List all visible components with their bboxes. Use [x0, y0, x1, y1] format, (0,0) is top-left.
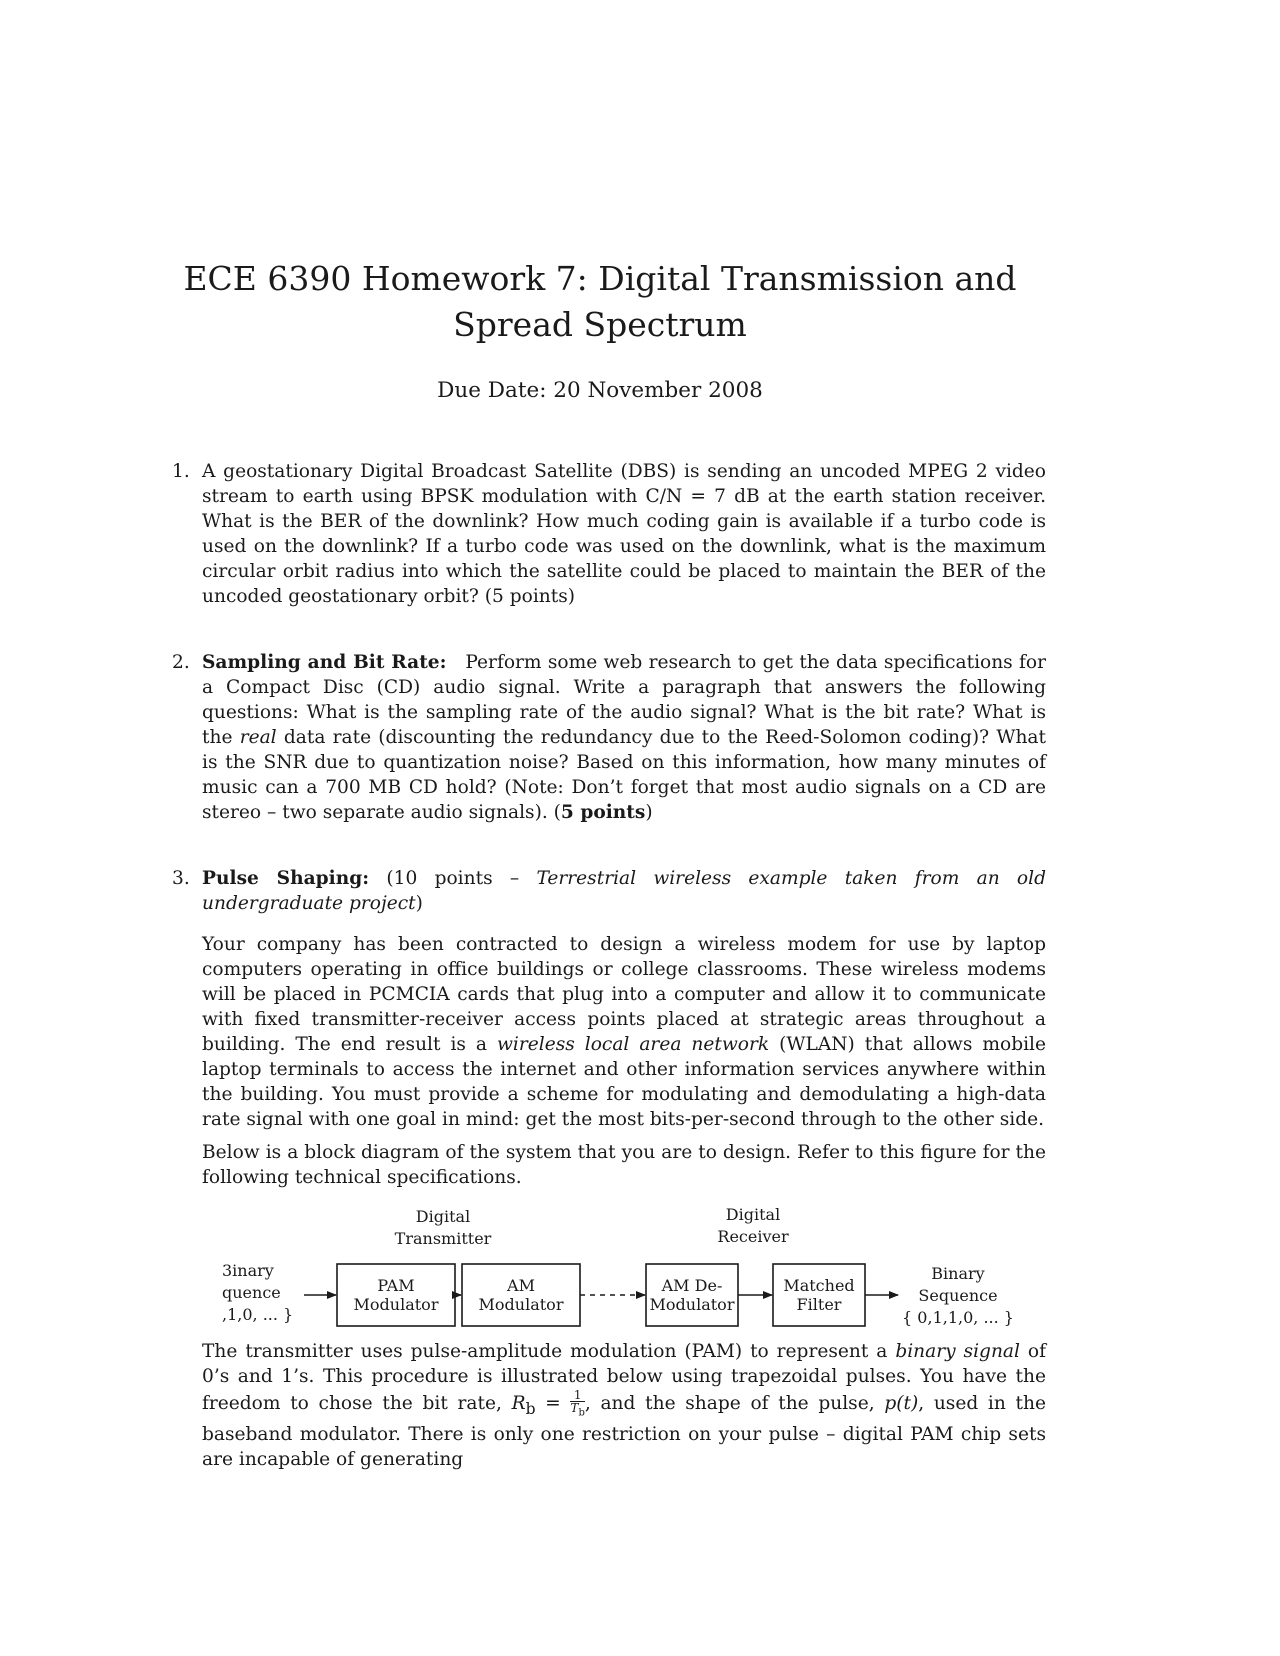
- fraction: [570, 1389, 584, 1419]
- text-segment: data rate (discounting the redundancy due to the Reed-Solomon coding)? What is the SNR due to quantization noise? Based on this information, how many minutes of music can a 700 MB CD hold? (Note: Don’t forget that most audio signals on a CD are stereo – two separate audio signals). (: [202, 727, 1046, 823]
- block-label: PAM: [377, 1276, 415, 1295]
- question-number: 1.: [172, 461, 190, 482]
- text-segment: (WLAN) that allows mobile laptop terminals to access the internet and other information services anywhere within the building. You must provide a scheme for modulating and demodulating a high-data rate signal with one goal in mind: get the most bits-per-second through to the other side.: [202, 1034, 1046, 1130]
- page-title: ECE 6390 Homework 7: Digital Transmission and Spread Spectrum: [183, 259, 1017, 344]
- due-date: Due Date: 20 November 2008: [437, 378, 763, 403]
- tx-group-label: Digital: [415, 1207, 471, 1226]
- text-segment: , used in the baseband modulator. There is only one restriction on your pulse – digital PAM chip sets are incapable of generating: [202, 1393, 1046, 1470]
- rx-group-label: Receiver: [717, 1227, 789, 1246]
- paragraph: Below is a block diagram of the system that you are to design. Refer to this figure for the following technical specifications.: [202, 1142, 1046, 1188]
- block-label: Matched: [783, 1276, 855, 1295]
- emphasis: binary signal: [895, 1341, 1020, 1362]
- text-segment: , and the shape of the pulse,: [584, 1393, 885, 1415]
- fraction-numerator: 1: [570, 1389, 584, 1402]
- output-label: Sequence: [918, 1286, 998, 1305]
- fraction-denominator: $T_b$: [570, 1401, 585, 1419]
- text-segment: of 0’s and 1’s. This procedure is illustrated below using trapezoidal pulses. You have the freedom to chose the bit rate,: [202, 1341, 1046, 1415]
- tx-group-label: Transmitter: [394, 1229, 492, 1248]
- question-number: 3.: [172, 868, 190, 889]
- text-segment: (10 points –: [386, 868, 537, 889]
- rx-group-label: Digital: [725, 1205, 781, 1224]
- block-label: AM De-: [661, 1276, 723, 1295]
- math-symbol: R: [511, 1393, 526, 1415]
- block-label: Modulator: [478, 1295, 564, 1314]
- emphasis: wireless local area network: [497, 1034, 770, 1055]
- text-segment: ): [415, 893, 423, 914]
- output-label: { 0,1,1,0, ... }: [902, 1308, 1014, 1327]
- block-label: Filter: [796, 1295, 842, 1314]
- math-subscript: b: [525, 1399, 536, 1418]
- input-label: ,1,0, ... }: [222, 1305, 294, 1324]
- text-segment: ): [645, 802, 653, 823]
- question-number: 2.: [172, 652, 190, 673]
- output-label: Binary: [931, 1264, 985, 1283]
- math-symbol: p(t): [884, 1393, 919, 1415]
- math-operator: =: [535, 1393, 571, 1415]
- block-label: Modulator: [649, 1295, 735, 1314]
- points-label: 5 points: [560, 802, 646, 823]
- block-label: Modulator: [353, 1295, 439, 1314]
- question-heading: Sampling and Bit Rate:: [202, 652, 447, 673]
- text-segment: Your company has been contracted to design a wireless modem for use by laptop computers operating in office buildings or college classrooms. These wireless modems will be placed in PCMCIA cards that plug into a computer and allow it to communicate with fixed transmitter-receiver access points placed at strategic areas throughout a building. The end result is a: [202, 934, 1046, 1055]
- text-segment: The transmitter uses pulse-amplitude modulation (PAM) to represent a: [202, 1341, 896, 1362]
- emphasis: Terrestrial wireless example taken from an old undergraduate project: [202, 868, 1046, 914]
- input-label: 3inary: [222, 1261, 274, 1280]
- input-label: quence: [222, 1283, 281, 1302]
- text-segment: Perform some web research to get the data specifications for a Compact Disc (CD) audio signal. Write a paragraph that answers the following questions: What is the sampling rate of the audio signal? What is the bit rate? What is the: [202, 652, 1046, 748]
- emphasis: real: [239, 727, 277, 748]
- paragraph: [202, 1339, 1046, 1472]
- question-3-continued: [172, 1339, 1046, 1480]
- question-heading: Pulse Shaping:: [202, 868, 370, 889]
- question-text: A geostationary Digital Broadcast Satellite (DBS) is sending an uncoded MPEG 2 video stream to earth using BPSK modulation with C/N = 7 dB at the earth station receiver. What is the BER of the downlink? How much coding gain is available if a turbo code is used on the downlink? If a turbo code was used on the downlink, what is the maximum circular orbit radius into which the satellite could be placed to maintain the BER of the uncoded geostationary orbit? (5 points): [202, 461, 1046, 607]
- block-label: AM: [507, 1276, 535, 1295]
